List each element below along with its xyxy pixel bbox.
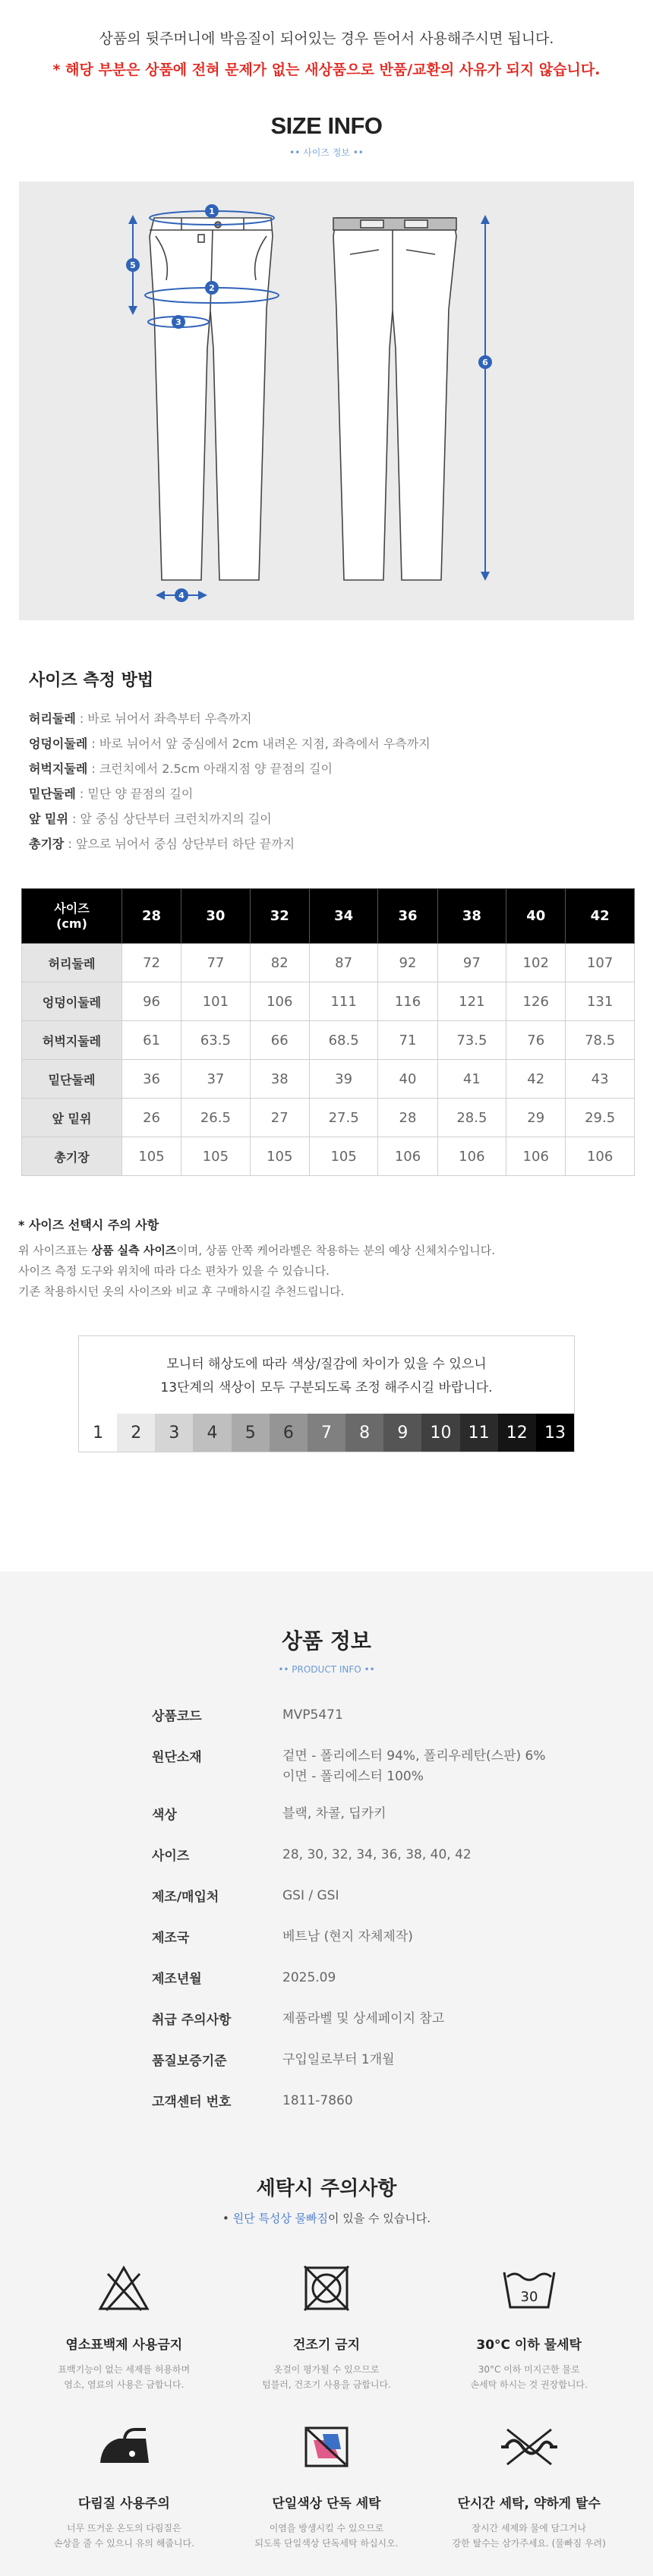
info-row [152, 1968, 653, 2009]
info-row [152, 2091, 653, 2132]
gray-step: 13 [536, 1414, 574, 1452]
table-cell: 78.5 [566, 1021, 635, 1060]
pocket-notice [0, 0, 653, 84]
row-label: 밑단둘레 [22, 1060, 122, 1099]
info-key: 제조/매입처 [152, 1890, 219, 1905]
monitor-text: 모니터 해상도에 따라 색상/질감에 차이가 있을 수 있으니 13단계의 색상이 모두 구분되도록 조정 해주시길 바랍니다. [160, 1357, 493, 1395]
info-value: MVP5471 [282, 1707, 343, 1723]
info-value: 겉면 - 폴리에스터 94%, 폴리우레탄(스판) 6% 이면 - 폴리에스터 100% [282, 1748, 546, 1784]
table-cell: 106 [250, 982, 309, 1021]
marker-1: 1 [209, 207, 215, 216]
info-row [152, 1886, 653, 1927]
wash-item: 30 30°C 이하 물세탁 30°C 이하 미지근한 물로 손세탁 하시는 것 권장합니다. [427, 2264, 630, 2392]
product-info-heading [0, 1572, 653, 1675]
table-cell: 76 [506, 1021, 566, 1060]
table-row [22, 1060, 635, 1099]
table-row [22, 1137, 635, 1176]
measure-row: 앞 밑위 : 앞 중심 상단부터 크런치까지의 길이 [29, 812, 272, 826]
table-cell: 66 [250, 1021, 309, 1060]
measure-row: 엉덩이둘레 : 바로 뉘어서 앞 중심에서 2cm 내려온 지점, 좌측에서 우측까지 [29, 736, 431, 751]
wash-item: 건조기 금지 옷걸이 평가될 수 있으므로 텀블러, 건조기 사용을 금합니다. [226, 2264, 428, 2392]
table-cell: 27.5 [309, 1099, 378, 1137]
size-col-header: 42 [566, 889, 635, 944]
table-row [22, 944, 635, 982]
table-cell: 101 [181, 982, 251, 1021]
table-cell: 28.5 [437, 1099, 506, 1137]
info-row [152, 2050, 653, 2091]
size-col-header: 30 [181, 889, 251, 944]
table-cell: 29.5 [566, 1099, 635, 1137]
info-key: 취급 주의사항 [152, 2013, 232, 2028]
table-cell: 28 [378, 1099, 437, 1137]
table-cell: 40 [378, 1060, 437, 1099]
table-cell: 37 [181, 1060, 251, 1099]
table-cell: 68.5 [309, 1021, 378, 1060]
table-cell: 42 [506, 1060, 566, 1099]
gray-step: 10 [421, 1414, 459, 1452]
no-wring-icon [427, 2423, 630, 2471]
info-row [152, 1927, 653, 1968]
table-cell: 63.5 [181, 1021, 251, 1060]
gray-step: 9 [383, 1414, 421, 1452]
info-key: 원단소재 [152, 1750, 202, 1765]
size-col-header: 28 [122, 889, 181, 944]
info-key: 색상 [152, 1808, 177, 1823]
table-cell: 36 [122, 1060, 181, 1099]
row-label: 총기장 [22, 1137, 122, 1176]
gray-step: 5 [232, 1414, 270, 1452]
pants-diagram-svg [19, 181, 634, 620]
table-cell: 39 [309, 1060, 378, 1099]
table-cell: 107 [566, 944, 635, 982]
info-key: 제조국 [152, 1931, 190, 1946]
row-label: 엉덩이둘레 [22, 982, 122, 1021]
table-cell: 26 [122, 1099, 181, 1137]
wash-30-icon [427, 2264, 630, 2313]
measure-method [0, 620, 653, 856]
table-cell: 73.5 [437, 1021, 506, 1060]
table-cell: 106 [566, 1137, 635, 1176]
size-table [21, 888, 635, 1176]
svg-text:30: 30 [520, 2289, 538, 2305]
size-caution [0, 1176, 653, 1302]
size-col-header: 36 [378, 889, 437, 944]
pants-size-diagram [19, 181, 634, 620]
wash-item: 다림질 사용주의 너무 뜨거운 온도의 다림질은 손상을 줄 수 있으니 유의 해줍니다. [23, 2423, 226, 2551]
table-cell: 126 [506, 982, 566, 1021]
info-row [152, 1705, 653, 1746]
table-cell: 105 [181, 1137, 251, 1176]
table-cell: 77 [181, 944, 251, 982]
size-info-heading [0, 112, 653, 159]
monitor-calibration-box [78, 1335, 575, 1452]
size-table-body [22, 944, 635, 1176]
gray-step: 4 [193, 1414, 231, 1452]
caution-line: 사이즈 측정 도구와 위치에 따라 다소 편차가 있을 수 있습니다. [18, 1264, 330, 1278]
info-value: 28, 30, 32, 34, 36, 38, 40, 42 [282, 1847, 472, 1862]
info-key: 제조년월 [152, 1972, 202, 1987]
iron-caution-icon [23, 2423, 226, 2471]
gray-step: 8 [345, 1414, 383, 1452]
caution-line: 기존 착용하시던 옷의 사이즈와 비교 후 구매하시길 추천드립니다. [18, 1285, 345, 1298]
table-row [22, 1099, 635, 1137]
marker-3: 3 [175, 317, 181, 327]
table-cell: 61 [122, 1021, 181, 1060]
size-header-cell: 사이즈 (cm) [22, 889, 122, 944]
product-info-section [0, 1572, 653, 2576]
table-cell: 105 [309, 1137, 378, 1176]
info-row [152, 1804, 653, 1845]
table-cell: 106 [378, 1137, 437, 1176]
size-col-header: 32 [250, 889, 309, 944]
table-cell: 111 [309, 982, 378, 1021]
gray-step: 2 [117, 1414, 155, 1452]
table-cell: 29 [506, 1099, 566, 1137]
table-cell: 82 [250, 944, 309, 982]
size-col-header: 38 [437, 889, 506, 944]
table-cell: 27 [250, 1099, 309, 1137]
table-cell: 72 [122, 944, 181, 982]
table-cell: 87 [309, 944, 378, 982]
info-row [152, 2009, 653, 2050]
info-value: 2025.09 [282, 1970, 336, 1985]
gray-step: 6 [270, 1414, 308, 1452]
measure-method-title: 사이즈 측정 방법 [29, 671, 154, 690]
info-value: 블랙, 차콜, 딥카키 [282, 1806, 386, 1821]
table-cell: 71 [378, 1021, 437, 1060]
info-key: 상품코드 [152, 1709, 202, 1724]
table-cell: 131 [566, 982, 635, 1021]
wash-item: 단일색상 단독 세탁 이염을 방생시킬 수 있으므로 되도록 단일색상 단독세탁 하십시오. [226, 2423, 428, 2551]
product-info-list [152, 1705, 653, 2132]
measure-row: 허벅지둘레 : 크런치에서 2.5cm 아래지점 양 끝점의 길이 [29, 761, 333, 776]
notice-warning: * 해당 부분은 상품에 전혀 문제가 없는 새상품으로 반품/교환의 사유가 되지 않습니다. [52, 61, 601, 78]
size-col-header: 40 [506, 889, 566, 944]
marker-4: 4 [178, 591, 185, 601]
no-tumble-dry-icon [226, 2264, 428, 2313]
caution-line: 위 사이즈표는 상품 실측 사이즈이며, 상품 안쪽 케어라벨은 착용하는 분의 예상 신체치수입니다. [18, 1244, 496, 1257]
info-value: 베트남 (현지 자체제작) [282, 1929, 413, 1944]
washing-title: 세탁시 주의사항 [256, 2177, 397, 2200]
info-key: 고객센터 번호 [152, 2095, 232, 2110]
gray-step: 12 [498, 1414, 536, 1452]
wash-item: 단시간 세탁, 약하게 탈수 장시간 세제와 물에 담그거나 강한 탈수는 삼가주세요. (물빠짐 우려) [427, 2423, 630, 2551]
table-cell: 96 [122, 982, 181, 1021]
table-cell: 41 [437, 1060, 506, 1099]
marker-6: 6 [482, 358, 488, 367]
separate-wash-icon [226, 2423, 428, 2471]
washing-icons-grid [23, 2264, 630, 2551]
row-label: 허벅지둘레 [22, 1021, 122, 1060]
size-table-header [22, 889, 635, 944]
info-value: 1811-7860 [282, 2093, 353, 2108]
info-key: 품질보증기준 [152, 2054, 227, 2069]
measure-row: 밑단둘레 : 밑단 양 끝점의 길이 [29, 787, 194, 801]
front-pants-drawing [150, 218, 273, 580]
table-cell: 92 [378, 944, 437, 982]
table-cell: 97 [437, 944, 506, 982]
info-value: GSI / GSI [282, 1888, 339, 1903]
no-bleach-icon [23, 2264, 226, 2313]
gray-step: 11 [460, 1414, 498, 1452]
info-value: 구입일로부터 1개월 [282, 2052, 395, 2067]
table-cell: 26.5 [181, 1099, 251, 1137]
wash-item: 염소표백제 사용금지 표백기능이 없는 세제를 허용하며 염소, 염료의 사용은 금합니다. [23, 2264, 226, 2392]
info-value: 제품라벨 및 상세페이지 참고 [282, 2011, 445, 2026]
back-pants-drawing [333, 218, 456, 580]
info-row [152, 1746, 653, 1804]
table-row [22, 982, 635, 1021]
product-info-title: 상품 정보 [282, 1629, 371, 1654]
table-row [22, 1021, 635, 1060]
gray-step: 7 [308, 1414, 345, 1452]
gray-step: 3 [155, 1414, 193, 1452]
table-cell: 105 [250, 1137, 309, 1176]
table-cell: 38 [250, 1060, 309, 1099]
measure-row: 허리둘레 : 바로 뉘어서 좌측부터 우측까지 [29, 711, 252, 726]
info-row [152, 1845, 653, 1886]
washing-subtitle: • 원단 특성상 물빠짐이 있을 수 있습니다. [222, 2212, 431, 2225]
size-info-title: SIZE INFO [270, 112, 383, 139]
grayscale-strip [79, 1414, 574, 1452]
info-key: 사이즈 [152, 1849, 190, 1864]
marker-2: 2 [209, 283, 215, 293]
gray-step: 1 [79, 1414, 117, 1452]
table-cell: 116 [378, 982, 437, 1021]
row-label: 허리둘레 [22, 944, 122, 982]
table-cell: 121 [437, 982, 506, 1021]
caution-heading: * 사이즈 선택시 주의 사항 [18, 1218, 159, 1232]
row-label: 앞 밑위 [22, 1099, 122, 1137]
size-info-subtitle: •• 사이즈 정보 •• [289, 147, 364, 158]
notice-line: 상품의 뒷주머니에 박음질이 되어있는 경우 뜯어서 사용해주시면 됩니다. [99, 30, 554, 47]
product-info-subtitle: •• PRODUCT INFO •• [278, 1664, 375, 1675]
measure-row: 총기장 : 앞으로 뉘어서 중심 상단부터 하단 끝까지 [29, 837, 295, 851]
table-cell: 43 [566, 1060, 635, 1099]
table-cell: 106 [437, 1137, 506, 1176]
table-cell: 102 [506, 944, 566, 982]
table-cell: 105 [122, 1137, 181, 1176]
size-col-header: 34 [309, 889, 378, 944]
table-cell: 106 [506, 1137, 566, 1176]
washing-heading [0, 2132, 653, 2226]
marker-5: 5 [130, 260, 136, 270]
